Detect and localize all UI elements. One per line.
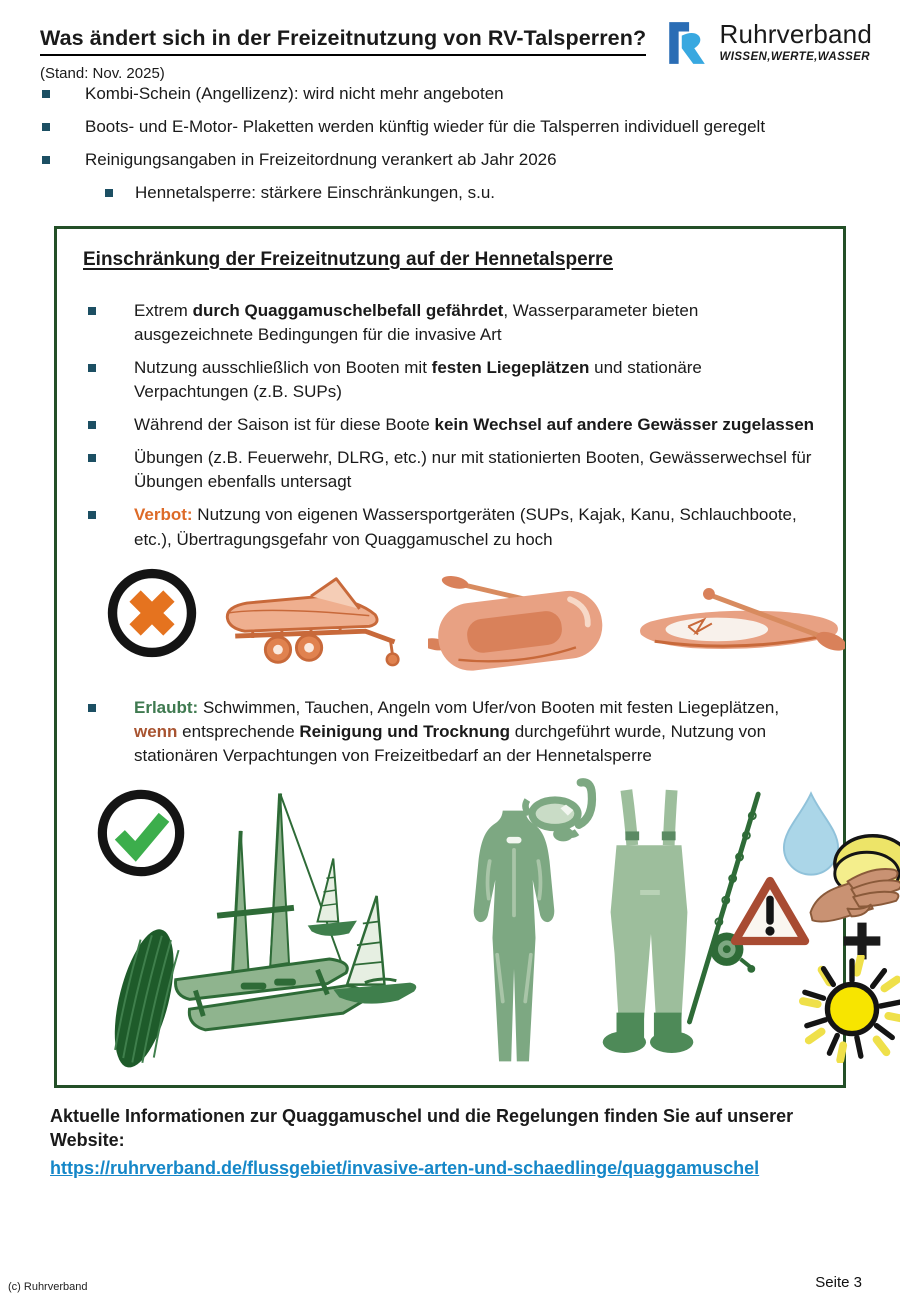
box-heading: Einschränkung der Freizeitnutzung auf der Hennetalsperre — [83, 248, 613, 270]
bullet-square-icon — [42, 90, 50, 98]
logo-name: Ruhrverband — [719, 19, 872, 49]
ruhrverband-logo-icon — [664, 20, 710, 66]
bullet-text: Nutzung ausschließlich von Booten mit festen Liegeplätzen und stationäre Verpachtungen (z.B. SUPs) — [134, 357, 702, 401]
motorboat-trailer-illustration — [213, 570, 409, 672]
bottom-note — [0, 1088, 900, 1179]
allowed-list — [83, 696, 817, 768]
bullet-square-icon — [105, 189, 113, 197]
wenn-label: wenn — [134, 721, 178, 741]
allowed-items-illustration — [83, 777, 817, 1073]
logo-tagline: WISSEN,WERTE,WASSER — [719, 50, 870, 63]
bullet-text: Kombi-Schein (Angellizenz): wird nicht mehr angeboten — [85, 84, 504, 103]
bullet-kombi-schein — [40, 82, 860, 106]
website-note: Aktuelle Informationen zur Quaggamuschel und die Regelungen finden Sie auf unserer Website: — [50, 1106, 794, 1151]
bullet-liegeplaetze — [83, 356, 817, 404]
bullet-square-icon — [88, 704, 96, 712]
check-circle-icon — [95, 787, 187, 879]
hennetalsperre-box — [54, 226, 846, 1089]
sun-icon — [798, 955, 900, 1063]
bullet-hennetalsperre-sub — [40, 181, 860, 205]
warning-triangle-icon — [730, 873, 810, 949]
ruhrverband-logo — [664, 20, 872, 66]
bullet-text: Reinigungsangaben in Freizeitordnung verankert ab Jahr 2026 — [85, 150, 557, 170]
bullet-square-icon — [88, 454, 96, 462]
bullet-text: Verbot: Nutzung von eigenen Wassersportgeräten (SUPs, Kajak, Kanu, Schlauchboote, etc.), Übertragungsgefahr von Quaggamuschel zu hoch — [134, 505, 797, 549]
header — [40, 19, 872, 82]
inflatable-boat-illustration — [428, 570, 612, 678]
verbot-label: Verbot: — [134, 505, 193, 525]
forbidden-items-illustration — [83, 564, 817, 688]
bullet-text: Übungen (z.B. Feuerwehr, DLRG, etc.) nur mit stationierten Booten, Gewässerwechsel für Übungen ebenfalls untersagt — [134, 448, 812, 492]
bullet-quaggamuschelbefall — [83, 299, 817, 347]
bullet-plaketten — [40, 115, 860, 139]
bullet-text: Während der Saison ist für diese Boote kein Wechsel auf andere Gewässer zugelassen — [134, 415, 815, 434]
bullet-kein-wechsel — [83, 413, 817, 437]
bullet-square-icon — [88, 421, 96, 429]
bullet-text: Boots- und E-Motor- Plaketten werden künftig wieder für die Talsperren individuell geregelt — [85, 117, 766, 137]
quaggamuschel-link[interactable]: https://ruhrverband.de/flussgebiet/invasive-arten-und-schaedlinge/quaggamuschel — [50, 1157, 760, 1178]
bullet-text: Hennetalsperre: stärkere Einschränkungen, s.u. — [135, 183, 496, 203]
title-block — [40, 26, 646, 82]
sponge-hand-icon — [808, 827, 900, 929]
prohibition-icon — [105, 566, 199, 660]
bullet-verbot — [83, 503, 817, 551]
bullet-square-icon — [88, 511, 96, 519]
bullet-square-icon — [88, 364, 96, 372]
page-title: Was ändert sich in der Freizeitnutzung von RV-Talsperren? — [40, 26, 646, 56]
sup-board-illustration — [633, 586, 845, 662]
bullet-uebungen — [83, 446, 817, 494]
bullet-erlaubt — [83, 696, 817, 768]
bullet-square-icon — [88, 307, 96, 315]
bullet-text: Extrem durch Quaggamuschelbefall gefährdet, Wasserparameter bieten ausgezeichnete Bedingungen für die invasive Art — [134, 300, 699, 344]
copyright-text: (c) Ruhrverband — [8, 1281, 88, 1293]
bullet-square-icon — [42, 156, 50, 164]
bullet-reinigungsangaben — [40, 148, 860, 172]
bullet-text: Erlaubt: Schwimmen, Tauchen, Angeln vom Ufer/von Booten mit festen Liegeplätzen, wenn entsprechende Reinigung und Trocknung durchgeführt wurde, Nutzung von stationären Verpachtungen von Freizeitbedarf an der Hennetalsperre — [134, 697, 780, 765]
page-number: Seite 3 — [815, 1274, 862, 1291]
erlaubt-label: Erlaubt: — [134, 697, 199, 717]
page-subtitle: (Stand: Nov. 2025) — [40, 65, 165, 82]
intro-list — [40, 82, 860, 206]
bullet-square-icon — [42, 123, 50, 131]
restrictions-list — [83, 299, 817, 552]
